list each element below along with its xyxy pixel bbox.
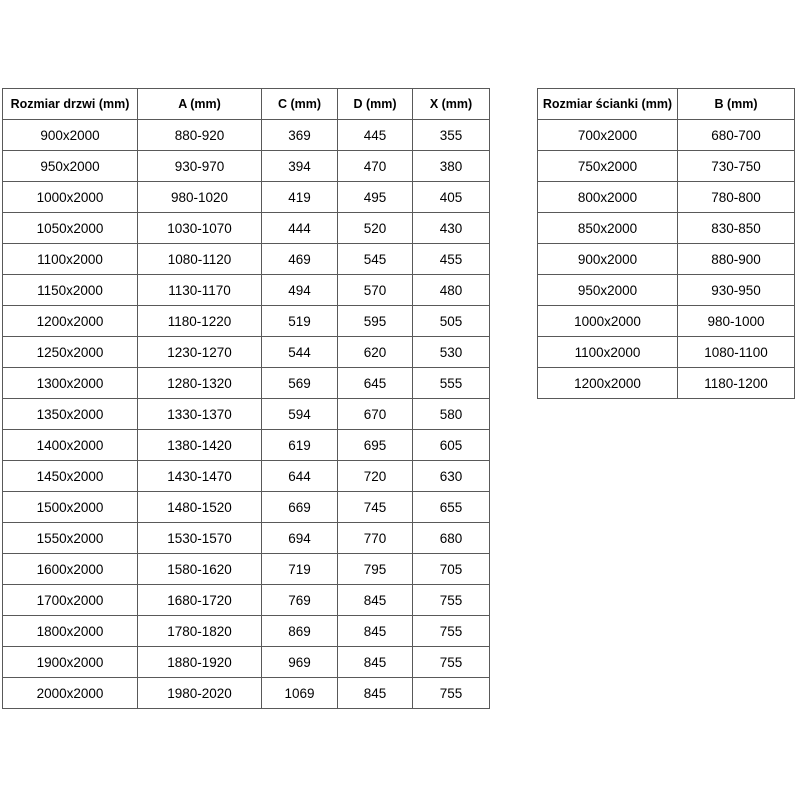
table-cell: 755 — [413, 585, 490, 616]
table-cell: 605 — [413, 430, 490, 461]
table-row — [3, 585, 490, 616]
table-cell: 1480-1520 — [138, 492, 262, 523]
table-cell: 1000x2000 — [3, 182, 138, 213]
table-cell: 800x2000 — [538, 182, 678, 213]
door-size-table-body — [3, 120, 490, 709]
table-cell: 980-1000 — [678, 306, 795, 337]
table-cell: 594 — [262, 399, 338, 430]
table-cell: 380 — [413, 151, 490, 182]
table-row — [538, 182, 795, 213]
table-cell: 544 — [262, 337, 338, 368]
table-row — [3, 213, 490, 244]
table-cell: 369 — [262, 120, 338, 151]
table-cell: 900x2000 — [538, 244, 678, 275]
table-cell: 1100x2000 — [3, 244, 138, 275]
table-cell: 969 — [262, 647, 338, 678]
table-cell: 750x2000 — [538, 151, 678, 182]
table-cell: 545 — [338, 244, 413, 275]
wall-size-table — [537, 88, 795, 399]
table-cell: 2000x2000 — [3, 678, 138, 709]
table-cell: 1430-1470 — [138, 461, 262, 492]
table-cell: 1680-1720 — [138, 585, 262, 616]
table-cell: 1800x2000 — [3, 616, 138, 647]
table-cell: 494 — [262, 275, 338, 306]
table-cell: 1380-1420 — [138, 430, 262, 461]
table-cell: 695 — [338, 430, 413, 461]
table-cell: 730-750 — [678, 151, 795, 182]
table-row — [538, 244, 795, 275]
table-cell: 880-900 — [678, 244, 795, 275]
table-cell: 1450x2000 — [3, 461, 138, 492]
table-cell: 569 — [262, 368, 338, 399]
table-row — [538, 275, 795, 306]
table-cell: 445 — [338, 120, 413, 151]
wall-size-table-header — [538, 89, 795, 120]
table-cell: 480 — [413, 275, 490, 306]
table-cell: 570 — [338, 275, 413, 306]
table-row — [538, 151, 795, 182]
table-cell: 1200x2000 — [538, 368, 678, 399]
table-row — [3, 151, 490, 182]
table-cell: 620 — [338, 337, 413, 368]
table-cell: 1350x2000 — [3, 399, 138, 430]
table-cell: 845 — [338, 616, 413, 647]
table-cell: 1980-2020 — [138, 678, 262, 709]
table-cell: 645 — [338, 368, 413, 399]
table-cell: 1200x2000 — [3, 306, 138, 337]
table-row — [538, 368, 795, 399]
table-cell: 950x2000 — [3, 151, 138, 182]
table-cell: 580 — [413, 399, 490, 430]
table-row — [3, 678, 490, 709]
header-cell: B (mm) — [678, 89, 795, 120]
table-cell: 405 — [413, 182, 490, 213]
table-cell: 1100x2000 — [538, 337, 678, 368]
table-cell: 1030-1070 — [138, 213, 262, 244]
header-cell: Rozmiar ścianki (mm) — [538, 89, 678, 120]
table-cell: 669 — [262, 492, 338, 523]
table-cell: 1300x2000 — [3, 368, 138, 399]
table-cell: 394 — [262, 151, 338, 182]
table-cell: 530 — [413, 337, 490, 368]
table-cell: 845 — [338, 585, 413, 616]
table-row — [3, 275, 490, 306]
table-row — [538, 213, 795, 244]
table-cell: 680 — [413, 523, 490, 554]
table-cell: 770 — [338, 523, 413, 554]
table-cell: 980-1020 — [138, 182, 262, 213]
table-cell: 1230-1270 — [138, 337, 262, 368]
table-cell: 520 — [338, 213, 413, 244]
table-cell: 930-950 — [678, 275, 795, 306]
table-cell: 555 — [413, 368, 490, 399]
table-cell: 719 — [262, 554, 338, 585]
table-row — [3, 523, 490, 554]
table-cell: 419 — [262, 182, 338, 213]
table-cell: 1700x2000 — [3, 585, 138, 616]
table-cell: 644 — [262, 461, 338, 492]
table-cell: 1900x2000 — [3, 647, 138, 678]
table-cell: 1780-1820 — [138, 616, 262, 647]
table-cell: 430 — [413, 213, 490, 244]
table-cell: 1530-1570 — [138, 523, 262, 554]
table-cell: 769 — [262, 585, 338, 616]
wall-size-table-body — [538, 120, 795, 399]
table-row — [3, 182, 490, 213]
table-cell: 519 — [262, 306, 338, 337]
header-cell: D (mm) — [338, 89, 413, 120]
table-cell: 619 — [262, 430, 338, 461]
table-cell: 1069 — [262, 678, 338, 709]
header-cell: C (mm) — [262, 89, 338, 120]
table-row — [3, 368, 490, 399]
header-cell: X (mm) — [413, 89, 490, 120]
table-cell: 880-920 — [138, 120, 262, 151]
table-cell: 1180-1200 — [678, 368, 795, 399]
header-cell: Rozmiar drzwi (mm) — [3, 89, 138, 120]
table-cell: 869 — [262, 616, 338, 647]
header-row — [3, 89, 490, 120]
table-cell: 845 — [338, 647, 413, 678]
table-cell: 720 — [338, 461, 413, 492]
table-cell: 1580-1620 — [138, 554, 262, 585]
table-cell: 1400x2000 — [3, 430, 138, 461]
table-cell: 1150x2000 — [3, 275, 138, 306]
table-row — [538, 337, 795, 368]
table-cell: 1280-1320 — [138, 368, 262, 399]
table-cell: 1180-1220 — [138, 306, 262, 337]
table-cell: 850x2000 — [538, 213, 678, 244]
table-cell: 745 — [338, 492, 413, 523]
table-row — [538, 120, 795, 151]
table-cell: 755 — [413, 616, 490, 647]
table-cell: 595 — [338, 306, 413, 337]
table-row — [538, 306, 795, 337]
door-size-table — [2, 88, 490, 709]
table-cell: 1600x2000 — [3, 554, 138, 585]
table-cell: 795 — [338, 554, 413, 585]
table-cell: 1080-1100 — [678, 337, 795, 368]
header-cell: A (mm) — [138, 89, 262, 120]
table-cell: 469 — [262, 244, 338, 275]
door-size-table-header — [3, 89, 490, 120]
table-cell: 705 — [413, 554, 490, 585]
table-cell: 1880-1920 — [138, 647, 262, 678]
table-cell: 755 — [413, 678, 490, 709]
table-cell: 780-800 — [678, 182, 795, 213]
table-cell: 830-850 — [678, 213, 795, 244]
table-cell: 700x2000 — [538, 120, 678, 151]
table-row — [3, 430, 490, 461]
table-row — [3, 244, 490, 275]
table-cell: 1130-1170 — [138, 275, 262, 306]
table-row — [3, 461, 490, 492]
table-cell: 355 — [413, 120, 490, 151]
table-cell: 900x2000 — [3, 120, 138, 151]
table-cell: 1050x2000 — [3, 213, 138, 244]
table-cell: 495 — [338, 182, 413, 213]
table-cell: 1000x2000 — [538, 306, 678, 337]
table-row — [3, 399, 490, 430]
table-cell: 455 — [413, 244, 490, 275]
table-cell: 755 — [413, 647, 490, 678]
table-row — [3, 554, 490, 585]
table-row — [3, 492, 490, 523]
table-cell: 680-700 — [678, 120, 795, 151]
table-cell: 1500x2000 — [3, 492, 138, 523]
header-row — [538, 89, 795, 120]
table-cell: 1080-1120 — [138, 244, 262, 275]
table-row — [3, 120, 490, 151]
table-cell: 1550x2000 — [3, 523, 138, 554]
table-cell: 670 — [338, 399, 413, 430]
table-cell: 505 — [413, 306, 490, 337]
table-row — [3, 647, 490, 678]
table-cell: 444 — [262, 213, 338, 244]
table-cell: 930-970 — [138, 151, 262, 182]
table-row — [3, 616, 490, 647]
table-cell: 655 — [413, 492, 490, 523]
table-row — [3, 337, 490, 368]
table-cell: 950x2000 — [538, 275, 678, 306]
table-cell: 470 — [338, 151, 413, 182]
table-cell: 1330-1370 — [138, 399, 262, 430]
table-cell: 1250x2000 — [3, 337, 138, 368]
table-row — [3, 306, 490, 337]
table-cell: 845 — [338, 678, 413, 709]
table-cell: 694 — [262, 523, 338, 554]
table-cell: 630 — [413, 461, 490, 492]
